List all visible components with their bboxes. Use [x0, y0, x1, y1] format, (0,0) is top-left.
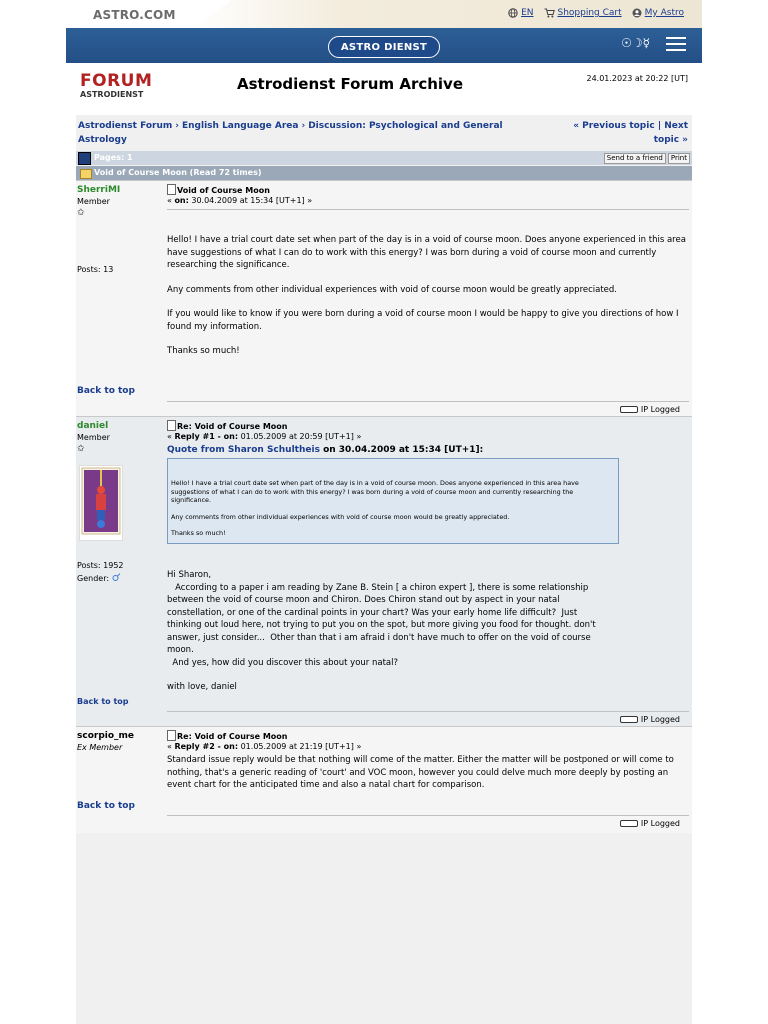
ip-logged-label: IP Logged [640, 819, 680, 828]
page-title: Astrodienst Forum Archive [237, 75, 464, 93]
post-paragraph: Hello! I have a trial court date set when part of the day is in a void of course moon. Does anyone experienced in this area have suggestions of what I can do to work with this energy? I was born during a void of course moon and currently researching the significance. [167, 235, 686, 270]
meta-prefix: « [167, 742, 175, 751]
language-link[interactable] [508, 8, 533, 18]
post-title[interactable] [167, 730, 287, 741]
forum-header [66, 63, 702, 115]
print-button[interactable]: Print [668, 153, 690, 164]
author-post-count: Posts: 1952 [77, 561, 124, 570]
ip-icon [620, 716, 638, 723]
post-meta [167, 742, 361, 751]
post-meta [167, 432, 361, 441]
top-bar [66, 0, 702, 28]
author-rank: Member [77, 197, 110, 206]
post [76, 726, 692, 833]
send-to-friend-button[interactable]: Send to a friend [604, 153, 666, 164]
quote-date: on 30.04.2009 at 15:34 [UT+1]: [319, 445, 484, 455]
post-paragraph: Any comments from other individual experiences with void of course moon would be greatly appreciated. [167, 284, 618, 295]
author-post-count: Posts: 13 [77, 265, 114, 274]
astrodienst-brand[interactable]: ASTRO DIENST [328, 36, 440, 58]
breadcrumb [78, 119, 518, 147]
topic-buttons [604, 153, 690, 164]
rank-star-icon: ✩ [77, 444, 85, 454]
post-title-text: Re: Void of Course Moon [177, 732, 288, 741]
post-body [167, 234, 687, 370]
back-to-top-link[interactable]: Back to top [77, 386, 135, 396]
cart-icon [544, 8, 555, 18]
post-paragraph: And yes, how did you discover this about your natal? [167, 657, 398, 668]
shopping-cart-link[interactable] [544, 8, 622, 18]
forum-content [76, 115, 692, 1024]
rank-star-icon: ✩ [77, 208, 85, 218]
forum-logo[interactable] [80, 73, 152, 99]
next-topic-link[interactable]: Next topic » [653, 121, 688, 145]
quote-source-link[interactable]: Quote from Sharon Schultheis [167, 445, 320, 455]
shopping-cart-label: Shopping Cart [557, 8, 622, 18]
post-date: 01.05.2009 at 21:19 [UT+1] » [238, 742, 362, 751]
pages-icon [78, 152, 91, 165]
globe-icon [508, 8, 518, 18]
ip-logged [620, 819, 680, 828]
post-body [167, 754, 682, 804]
post-paragraph: with love, daniel [167, 682, 237, 692]
quote-paragraph: Thanks so much! [171, 529, 226, 537]
author-rank: Ex Member [77, 743, 123, 752]
planet-glyphs[interactable]: ☉☽☿ [621, 36, 650, 50]
post-body [167, 569, 597, 706]
ip-logged [620, 405, 680, 414]
back-to-top-link[interactable]: Back to top [77, 801, 135, 811]
author-gender [77, 573, 121, 583]
post [76, 180, 692, 416]
post-author[interactable]: SherriMI [77, 185, 121, 195]
signature-divider [167, 711, 689, 712]
topic-navigation [548, 119, 688, 147]
forum-logo-top: FORUM [80, 71, 153, 91]
post-paragraph: Standard issue reply would be that nothing will come of the matter. Either the matter will be postponed or will come to nothing, that's a generic reading of 'court' and VOC moon, however you could delve much more deeply by posting an event chart for the anticipated time and also a natal chart for comparison. [167, 755, 674, 790]
brand-bar [66, 28, 702, 63]
back-to-top-link[interactable]: Back to top [77, 697, 129, 706]
post-paragraph: Thanks so much! [167, 346, 240, 356]
post-title[interactable] [167, 184, 270, 195]
breadcrumb-separator: › [175, 121, 179, 131]
post-author: scorpio_me [77, 731, 135, 741]
document-icon [167, 730, 176, 741]
breadcrumb-area[interactable]: English Language Area [182, 121, 299, 131]
document-icon [167, 420, 176, 431]
quote-paragraph: Any comments from other individual experiences with void of course moon would be greatly appreciated. [171, 512, 510, 521]
post-divider [167, 209, 689, 210]
my-astro-label: My Astro [644, 8, 684, 18]
language-label: EN [521, 8, 534, 18]
quote-paragraph: Hello! I have a trial court date set when part of the day is in a void of course moon. Does anyone experienced in this area have suggestions of what I can do to work with this energy? I was born during a void of course moon and currently researching the significance. [171, 479, 579, 504]
post [76, 416, 692, 726]
avatar [79, 465, 123, 541]
meta-prefix: « [167, 196, 175, 205]
pages-bar [76, 151, 692, 165]
signature-divider [167, 815, 689, 816]
current-page: 1 [126, 153, 133, 162]
post-author[interactable]: daniel [77, 421, 109, 431]
post-paragraph: Hi Sharon, [167, 570, 212, 580]
post-paragraph: If you would like to know if you were born during a void of course moon I would be happy to give you directions of how I found my information. [167, 309, 679, 332]
my-astro-link[interactable] [632, 8, 684, 18]
male-icon [112, 573, 121, 581]
topic-title-bar [76, 166, 692, 180]
signature-divider [167, 401, 689, 402]
breadcrumb-board[interactable]: Discussion: Psychological and General Astrology [78, 121, 503, 145]
ip-icon [620, 820, 638, 827]
meta-label: Reply #1 - on: [174, 432, 239, 441]
post-date: 01.05.2009 at 20:59 [UT+1] » [238, 432, 362, 441]
post-date: 30.04.2009 at 15:34 [UT+1] » [188, 196, 313, 205]
author-rank: Member [77, 433, 110, 442]
topic-title: Void of Course Moon (Read 72 times) [94, 168, 262, 177]
post-title-text: Void of Course Moon [177, 186, 270, 195]
current-datetime: 24.01.2023 at 20:22 [UT] [586, 74, 688, 83]
meta-label: Reply #2 - on: [174, 742, 239, 751]
topic-nav-separator: | [657, 121, 662, 131]
ip-logged [620, 715, 680, 724]
folder-icon [80, 169, 92, 179]
user-icon [632, 8, 642, 18]
ip-icon [620, 406, 638, 413]
ip-logged-label: IP Logged [640, 405, 680, 414]
quote-block [167, 458, 619, 544]
hamburger-menu-icon[interactable] [666, 37, 686, 53]
post-paragraph: According to a paper i am reading by Zane B. Stein [ a chiron expert ], there is some relationship between the void of course moon and Chiron. Does Chiron stand out by aspect in your natal constellation, or one of the cardinal points in your chart? Was your early home life difficult? Just thinking out loud here, not trying to put you on the spot, but more giving you food for thought. don't answer, just consider... Other than that i am afraid i don't have much to offer on the void of course moon. [167, 582, 599, 655]
meta-prefix: « [167, 432, 175, 441]
post-meta [167, 196, 312, 205]
pages-text: Pages: [94, 153, 125, 162]
forum-logo-bottom: ASTRODIENST [80, 90, 144, 99]
breadcrumb-forum[interactable]: Astrodienst Forum [78, 121, 173, 131]
post-title-text: Re: Void of Course Moon [177, 422, 288, 431]
meta-label: on: [174, 196, 189, 205]
pages-label [94, 153, 133, 162]
document-icon [167, 184, 176, 195]
astro-logo[interactable]: ASTRO.COM [93, 8, 176, 22]
quote-header [167, 445, 483, 455]
previous-topic-link[interactable]: « Previous topic [573, 121, 655, 131]
breadcrumb-separator: › [301, 121, 306, 131]
top-links [508, 8, 684, 18]
gender-label: Gender: [77, 574, 110, 583]
post-title[interactable] [167, 420, 287, 431]
tarot-card-image [80, 466, 122, 540]
ip-logged-label: IP Logged [640, 715, 680, 724]
